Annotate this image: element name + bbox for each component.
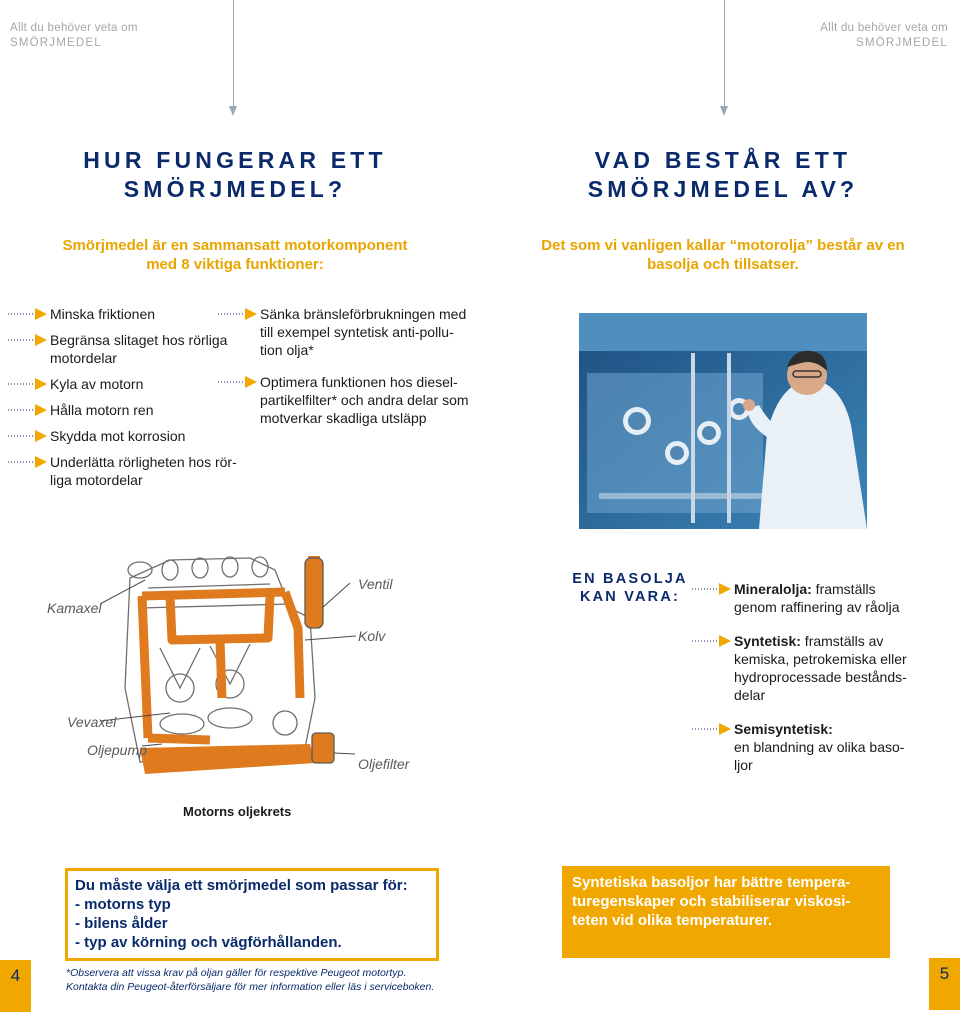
diagram-caption: Motorns oljekrets xyxy=(183,804,292,819)
bullet-arrow-icon xyxy=(692,583,732,595)
bullet-arrow-icon xyxy=(218,308,258,320)
bullet-arrow-icon xyxy=(8,334,48,346)
diagram-label-oljefilter: Oljefilter xyxy=(358,756,410,772)
bullet-arrow-icon xyxy=(8,430,48,442)
bullet-arrow-icon xyxy=(8,404,48,416)
list-item xyxy=(692,632,922,704)
diagram-label-kamaxel: Kamaxel xyxy=(47,600,102,616)
running-head-right xyxy=(820,21,948,51)
bullet-arrow-icon xyxy=(8,378,48,390)
left-page-heading xyxy=(60,146,410,204)
base-oil-title xyxy=(570,570,690,606)
list-item-text: framställs av xyxy=(800,633,884,649)
intro-line: med 8 viktiga funktioner: xyxy=(146,256,324,273)
page-number-left xyxy=(0,960,31,1012)
engine-oil-circuit-diagram xyxy=(100,548,400,798)
list-item-text: Skydda mot korrosion xyxy=(50,428,186,444)
list-item xyxy=(8,375,244,393)
right-page-heading xyxy=(548,146,898,204)
list-item-text: Begränsa slitaget hos rörliga xyxy=(50,332,228,348)
notice-line: - bilens ålder xyxy=(75,915,168,932)
notice-line: - motorns typ xyxy=(75,896,171,913)
list-item xyxy=(8,453,244,489)
diagram-label-kolv: Kolv xyxy=(358,628,386,644)
bullet-arrow-icon xyxy=(8,456,48,468)
page-number-text: 4 xyxy=(10,966,21,985)
list-item xyxy=(8,401,244,419)
running-head-title: SMÖRJMEDEL xyxy=(10,37,102,49)
list-item-text: motverkar skadliga utsläpp xyxy=(260,410,427,426)
base-oil-title-line: EN BASOLJA xyxy=(572,571,688,587)
running-head-left xyxy=(10,21,138,51)
list-item-text: Kyla av motorn xyxy=(50,376,144,392)
laboratory-photo xyxy=(579,313,867,529)
page-number-right xyxy=(929,958,960,1010)
list-item-text: ljor xyxy=(734,757,753,773)
base-oil-term: Syntetisk: xyxy=(734,633,801,649)
list-item xyxy=(218,305,488,359)
list-item-text: Minska friktionen xyxy=(50,306,156,322)
notice-box xyxy=(65,868,439,961)
list-item xyxy=(692,580,922,616)
intro-line: Det som vi vanligen kallar “motorolja” består av en xyxy=(541,237,905,254)
list-item-text: genom raffinering av råolja xyxy=(734,599,900,615)
base-oil-list xyxy=(692,580,922,790)
list-item-text: Hålla motorn ren xyxy=(50,402,154,418)
list-item xyxy=(8,427,244,445)
highlight-box xyxy=(562,866,890,958)
footnote xyxy=(66,966,434,994)
list-item-text: delar xyxy=(734,687,766,703)
intro-line: basolja och tillsatser. xyxy=(647,256,799,273)
heading-line: SMÖRJMEDEL AV? xyxy=(587,176,859,202)
bullet-arrow-icon xyxy=(8,308,48,320)
intro-line: Smörjmedel är en sammansatt motorkomponent xyxy=(62,237,408,254)
functions-list-2 xyxy=(218,305,488,435)
list-item-text: kemiska, petrokemiska eller xyxy=(734,651,907,667)
list-item-text: tion olja* xyxy=(260,342,314,358)
list-item-text: partikelfilter* och andra delar som xyxy=(260,392,469,408)
diagram-label-vevaxel: Vevaxel xyxy=(67,714,117,730)
heading-line: VAD BESTÅR ETT xyxy=(594,147,852,173)
left-page-intro xyxy=(20,236,450,274)
bullet-arrow-icon xyxy=(218,376,258,388)
highlight-line: teten vid olika temperaturer. xyxy=(572,912,773,929)
list-item-text: motordelar xyxy=(50,350,117,366)
list-item-text: Sänka bränsleförbrukningen med xyxy=(260,306,467,322)
page-number-text: 5 xyxy=(939,964,950,983)
list-item-text: hydroprocessade bestånds- xyxy=(734,669,907,685)
functions-list-1 xyxy=(8,305,244,497)
list-item-text: liga motordelar xyxy=(50,472,143,488)
right-page-intro xyxy=(498,236,948,274)
list-item xyxy=(8,331,244,367)
list-item-text: Optimera funktionen hos diesel- xyxy=(260,374,458,390)
base-oil-term: Semisyntetisk: xyxy=(734,721,833,737)
heading-line: SMÖRJMEDEL? xyxy=(123,176,347,202)
diagram-label-ventil: Ventil xyxy=(358,576,393,592)
footnote-line: Kontakta din Peugeot-återförsäljare för mer information eller läs i serviceboken. xyxy=(66,981,435,993)
list-item-text: framställs xyxy=(811,581,876,597)
running-head-line: Allt du behöver veta om xyxy=(10,22,138,34)
arrow-down-icon xyxy=(229,106,237,116)
list-item xyxy=(8,305,244,323)
arrow-down-icon xyxy=(720,106,728,116)
list-item xyxy=(218,373,488,427)
base-oil-term: Mineralolja: xyxy=(734,581,812,597)
bullet-arrow-icon xyxy=(692,723,732,735)
list-item xyxy=(692,720,922,774)
notice-line: Du måste välja ett smörjmedel som passar för: xyxy=(75,877,408,894)
footnote-line: *Observera att vissa krav på oljan gäller för respektive Peugeot motortyp. xyxy=(66,967,407,979)
highlight-line: Syntetiska basoljor har bättre tempera- xyxy=(572,874,851,891)
diagram-label-oljepump: Oljepump xyxy=(87,742,147,758)
list-item-text: till exempel syntetisk anti-pollu- xyxy=(260,324,454,340)
guide-line-right xyxy=(724,0,725,108)
list-item-text: Underlätta rörligheten hos rör- xyxy=(50,454,237,470)
base-oil-title-line: KAN VARA: xyxy=(579,589,681,605)
guide-line-left xyxy=(233,0,234,108)
running-head-line: Allt du behöver veta om xyxy=(820,22,948,34)
notice-line: - typ av körning och vägförhållanden. xyxy=(75,934,342,951)
bullet-arrow-icon xyxy=(692,635,732,647)
list-item-text: en blandning av olika baso- xyxy=(734,739,905,755)
highlight-line: turegenskaper och stabiliserar viskosi- xyxy=(572,893,851,910)
heading-line: HUR FUNGERAR ETT xyxy=(83,147,387,173)
running-head-title: SMÖRJMEDEL xyxy=(856,37,948,49)
